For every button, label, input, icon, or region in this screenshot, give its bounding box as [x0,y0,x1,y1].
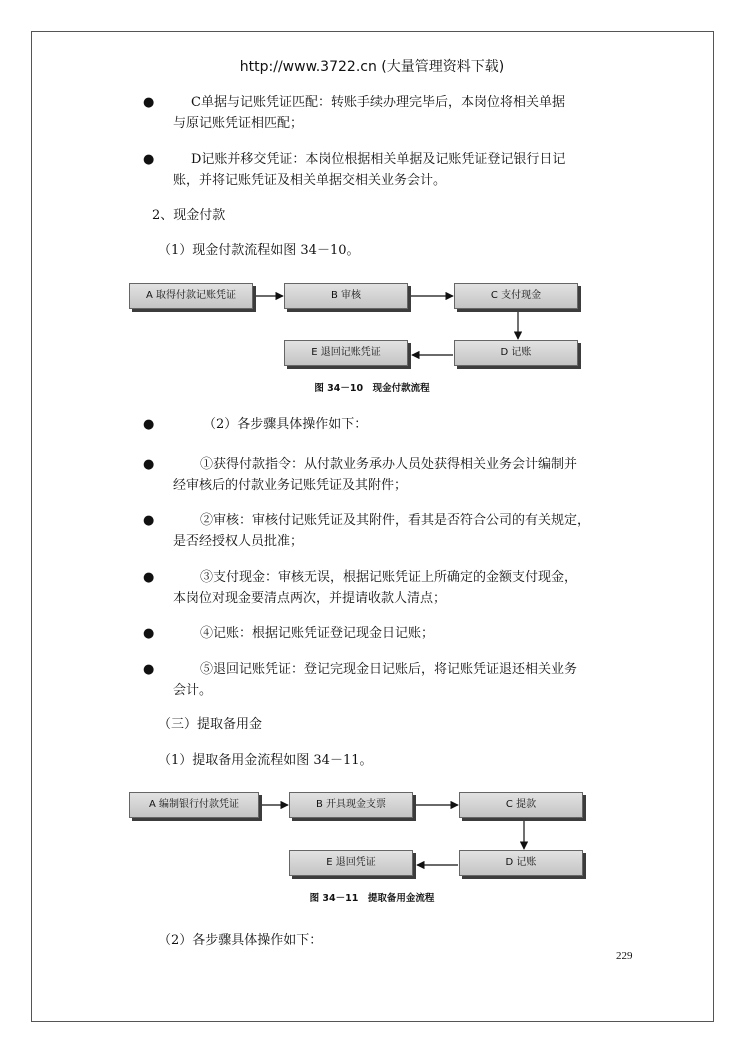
bullet-dot: ● [143,95,155,110]
step1-3-line2: 本岗位对现金要清点两次，并提请收款人清点； [173,591,447,606]
bullet-c-line1: C单据与记账凭证匹配：转账手续办理完毕后，本岗位将相关单据 [191,95,565,110]
step1-2-line2: 是否经授权人员批准； [173,534,304,549]
bullet-dot: ● [143,662,155,677]
page-number: 229 [616,950,633,962]
flow1-box-a: A 取得付款记账凭证 [129,283,253,309]
flow1-box-e: E 退回记账凭证 [284,340,408,366]
section-heading-petty-cash: （三）提取备用金 [158,717,263,732]
step1-2-line1: ②审核：审核付记账凭证及其附件，看其是否符合公司的有关规定， [200,513,591,528]
flow2-box-b: B 开具现金支票 [289,792,413,818]
bullet-c-line2: 与原记账凭证相匹配； [173,116,304,131]
bullet-dot: ● [143,513,155,528]
steps1-intro: （2）各步骤具体操作如下： [203,417,368,432]
flow2-box-c: C 提款 [459,792,583,818]
page-header: http://www.3722.cn (大量管理资料下载) [239,59,505,75]
step1-4-line1: ④记账：根据记账凭证登记现金日记账； [200,626,435,641]
flow2-caption: 图 34－11 提取备用金流程 [309,893,435,904]
flow1-intro: （1）现金付款流程如图 34－10。 [158,243,360,258]
flow1-caption: 图 34－10 现金付款流程 [314,383,430,394]
step1-3-line1: ③支付现金：审核无误，根据记账凭证上所确定的金额支付现金， [200,570,578,585]
flow1-box-c: C 支付现金 [454,283,578,309]
section-heading-cash: 2、现金付款 [152,208,226,223]
bullet-dot: ● [143,152,155,167]
flow1-box-d: D 记账 [454,340,578,366]
step1-1-line2: 经审核后的付款业务记账凭证及其附件； [173,478,408,493]
step1-1-line1: ①获得付款指令：从付款业务承办人员处获得相关业务会计编制并 [200,457,578,472]
flow2-box-a: A 编制银行付款凭证 [129,792,259,818]
flow2-box-d: D 记账 [459,850,583,876]
bullet-dot: ● [143,570,155,585]
flow1-box-b: B 审核 [284,283,408,309]
flow2-box-e: E 退回凭证 [289,850,413,876]
bullet-d-line2: 账，并将记账凭证及相关单据交相关业务会计。 [173,173,447,188]
step1-5-line2: 会计。 [173,683,213,698]
bullet-dot: ● [143,417,155,432]
steps2-intro: （2）各步骤具体操作如下： [158,933,323,948]
bullet-dot: ● [143,457,155,472]
bullet-d-line1: D记账并移交凭证：本岗位根据相关单据及记账凭证登记银行日记 [191,152,566,167]
step1-5-line1: ⑤退回记账凭证：登记完现金日记账后，将记账凭证退还相关业务 [200,662,578,677]
bullet-dot: ● [143,626,155,641]
flow2-intro: （1）提取备用金流程如图 34－11。 [158,753,373,768]
